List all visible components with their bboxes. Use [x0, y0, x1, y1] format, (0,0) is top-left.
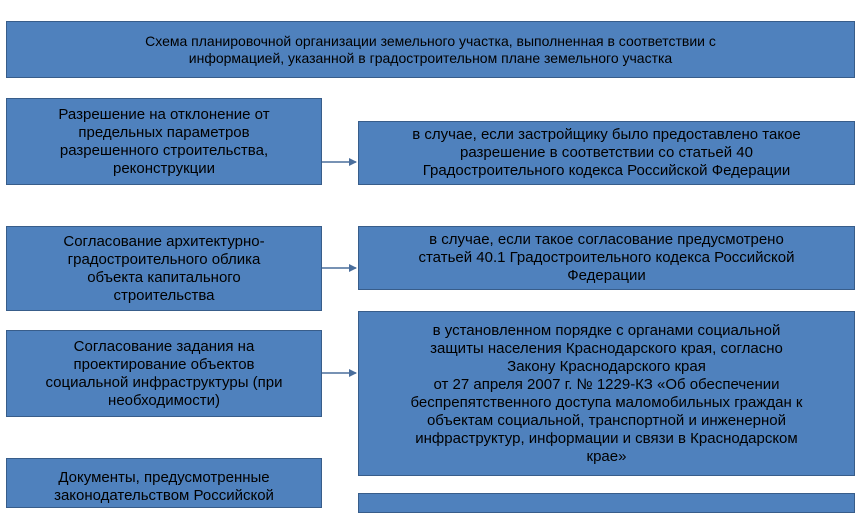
left-box-deviation-permit [6, 98, 322, 185]
left-box-text: Документы, предусмотренные законодательством Российской [54, 469, 274, 504]
left-box-text: Разрешение на отклонение от предельных параметров разрешенного строительства, реконструкции [58, 105, 270, 177]
right-box-text: в установленном порядке с органами социальной защиты населения Краснодарского края, согласно Закону Краснодарского края от 27 апреля 2007 г. № 1229-КЗ «Об обеспечении беспрепятственного доступа маломобильных граждан к объектам социальной, транспортной и инженерной инфраструктур, информации и связи в Краснодарском крае» [410, 321, 803, 465]
right-box-legislation-condition [358, 493, 855, 513]
left-box-legislation-documents [6, 458, 322, 508]
right-box-text: в случае, если такое согласование предусмотрено статьей 40.1 Градостроительного кодекса Российской Федерации [418, 231, 795, 284]
top-box-site-plan [6, 21, 855, 78]
top-box-text: Схема планировочной организации земельного участка, выполненная в соответствии с информацией, указанной в градостроительном плане земельного участка [145, 32, 716, 66]
right-box-social-infrastructure-condition [358, 311, 855, 476]
left-box-social-infrastructure [6, 330, 322, 417]
left-box-text: Согласование архитектурно- градостроительного облика объекта капитального строительства [63, 232, 265, 304]
left-box-architectural-approval [6, 226, 322, 311]
right-box-architectural-condition [358, 226, 855, 290]
left-box-text: Согласование задания на проектирование объектов социальной инфраструктуры (при необходимости) [45, 337, 283, 409]
right-box-text: в случае, если застройщику было предоставлено такое разрешение в соответствии со статьей 40 Градостроительного кодекса Российской Федерации [412, 126, 801, 179]
right-box-deviation-condition [358, 121, 855, 185]
